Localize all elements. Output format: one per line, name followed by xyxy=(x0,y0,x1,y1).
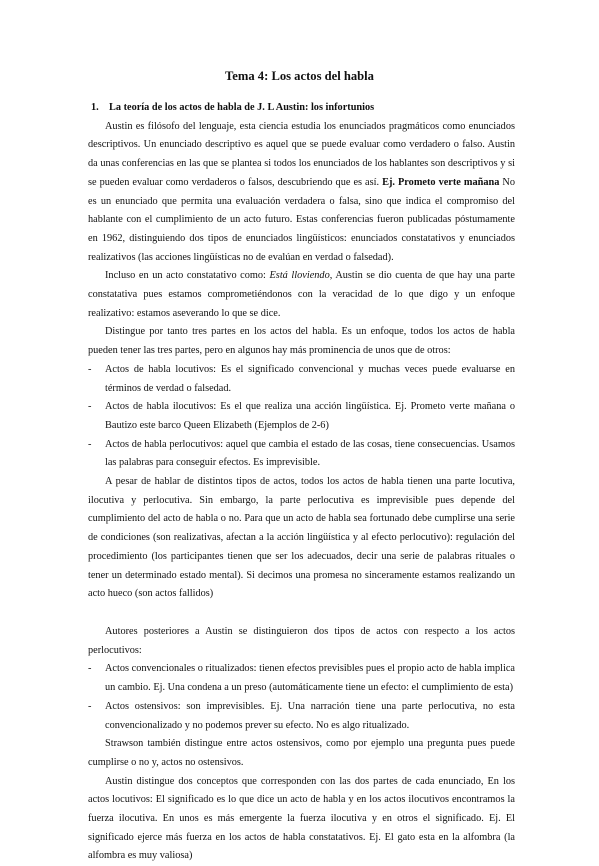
list-item-text: Actos de habla ilocutivos: Es el que realiza una acción lingüística. Ej. Prometo verte mañana o Bautizo este barco Queen Elizabeth (Ejemplos de 2-6) xyxy=(105,401,515,431)
speech-act-types-list xyxy=(88,361,515,473)
paragraph-1-text-b: No es un enunciado que permita una evaluación verdadera o falsa, sino que indica el compromiso del hablante con el cumplimiento de un acto futuro. Estas conferencias fueron publicadas póstumamente en 1962, distinguiendo dos tipos de enunciados lingüísticos: enunciados constatativos y enunciados realizativos (las acciones lingüísticas no de evalúan en verdad o falsedad). xyxy=(88,176,515,263)
list-item xyxy=(88,660,515,697)
paragraph-1-bold-example: Ej. Prometo verte mañana xyxy=(382,176,500,188)
section-number: 1. xyxy=(91,102,99,113)
document-title: Tema 4: Los actos del habla xyxy=(225,69,374,83)
paragraph-1-text-a: Austin es filósofo del lenguaje, esta ciencia estudia los enunciados pragmáticos como enunciados descriptivos. Un enunciado descriptivo es aquel que se puede evaluar como verdadero o falso. Austin da unas conferencias en las que se plantea si todos los enunciados de los hablantes son descriptivos y si se pueden evaluar como verdaderos o falsos, descubriendo que es así. xyxy=(88,120,515,188)
paragraph-4: A pesar de hablar de distintos tipos de actos, todos los actos de habla tienen una parte locutiva, ilocutiva y perlocutiva. Sin embargo, la parte perlocutiva es imprevisible pues depende del cumplimiento del acto de habla o no. Para que un acto de habla sea fortunado debe cumplirse una serie de condiciones (son realizativas, afectan a la acción lingüística y al efecto perlocutivo): regulación del procedimiento (los participantes tienen que ser los adecuados, decir una serie de palabras rituales o tener un determinado estado mental). Si decimos una promesa no sinceramente estamos realizando un acto hueco (son actos fallidos) xyxy=(88,476,515,600)
paragraph-spacer xyxy=(88,604,515,623)
paragraph-2-text-a: Incluso en un acto constatativo como: xyxy=(105,270,270,282)
paragraph-3: Distingue por tanto tres partes en los actos del habla. Es un enfoque, todos los actos de habla pueden tener las tres partes, pero en algunos hay más prominencia de unos que de otros: xyxy=(88,326,515,357)
paragraph-1 xyxy=(88,118,515,268)
list-dash: - xyxy=(88,438,92,450)
list-item-text: Actos de habla locutivos: Es el significado convencional y muchas veces puede evaluarse en términos de verdad o falsedad. xyxy=(105,363,515,394)
paragraph-5: Autores posteriores a Austin se distinguieron dos tipos de actos con respecto a los actos perlocutivos: xyxy=(88,625,515,656)
list-item xyxy=(88,436,515,473)
paragraph-2-text-b: , Austin se dio cuenta de que hay una parte constatativa pues estamos comprometiéndonos con la veracidad de lo que digo y un enfoque realizativo: estamos aseverando lo que se dice. xyxy=(88,270,516,319)
perlocutive-acts-list xyxy=(88,660,515,735)
list-dash: - xyxy=(88,401,92,413)
section-title: La teoría de los actos de habla de J. L Austin: los infortunios xyxy=(109,102,375,113)
list-item xyxy=(88,398,515,435)
document-body xyxy=(88,97,515,866)
paragraph-2-italic-example: Está lloviendo xyxy=(269,270,330,282)
list-item-text: Actos ostensivos: son imprevisibles. Ej. Una narración tiene una parte perlocutiva, no esta convencionalizado y no podemos prever su efecto. No es algo ritualizado. xyxy=(105,700,515,731)
list-item-text: Actos convencionales o ritualizados: tienen efectos previsibles pues el propio acto de habla implica un cambio. Ej. Una condena a un preso (automáticamente tiene un efecto: el cumplimiento de esta) xyxy=(105,663,515,694)
list-dash: - xyxy=(88,363,92,375)
paragraph-7: Austin distingue dos conceptos que corresponden con las dos partes de cada enunciado, En los actos locutivos: El significado es lo que dice un acto de habla y en los actos ilocutivos encontramos la fuerza ilocutiva. En unos es más emergente la fuerza ilocutiva y en otros el significado. Ej. El significado ejerce más fuerza en los actos de habla constatativos. Ej. El gato esta en la alfombra (la alfombra es muy valiosa) xyxy=(88,775,515,862)
list-dash: - xyxy=(88,700,92,712)
list-item xyxy=(88,698,515,735)
list-dash: - xyxy=(88,663,92,675)
paragraph-6: Strawson también distingue entre actos ostensivos, como por ejemplo una pregunta pues puede cumplirse o no y, actos no ostensivos. xyxy=(88,738,515,768)
list-item-text: Actos de habla perlocutivos: aquel que cambia el estado de las cosas, tiene consecuencias. Usamos las palabras para conseguir efectos. Es imprevisible. xyxy=(105,438,515,469)
list-item xyxy=(88,361,515,398)
paragraph-2 xyxy=(88,267,515,323)
section-heading xyxy=(88,99,515,118)
